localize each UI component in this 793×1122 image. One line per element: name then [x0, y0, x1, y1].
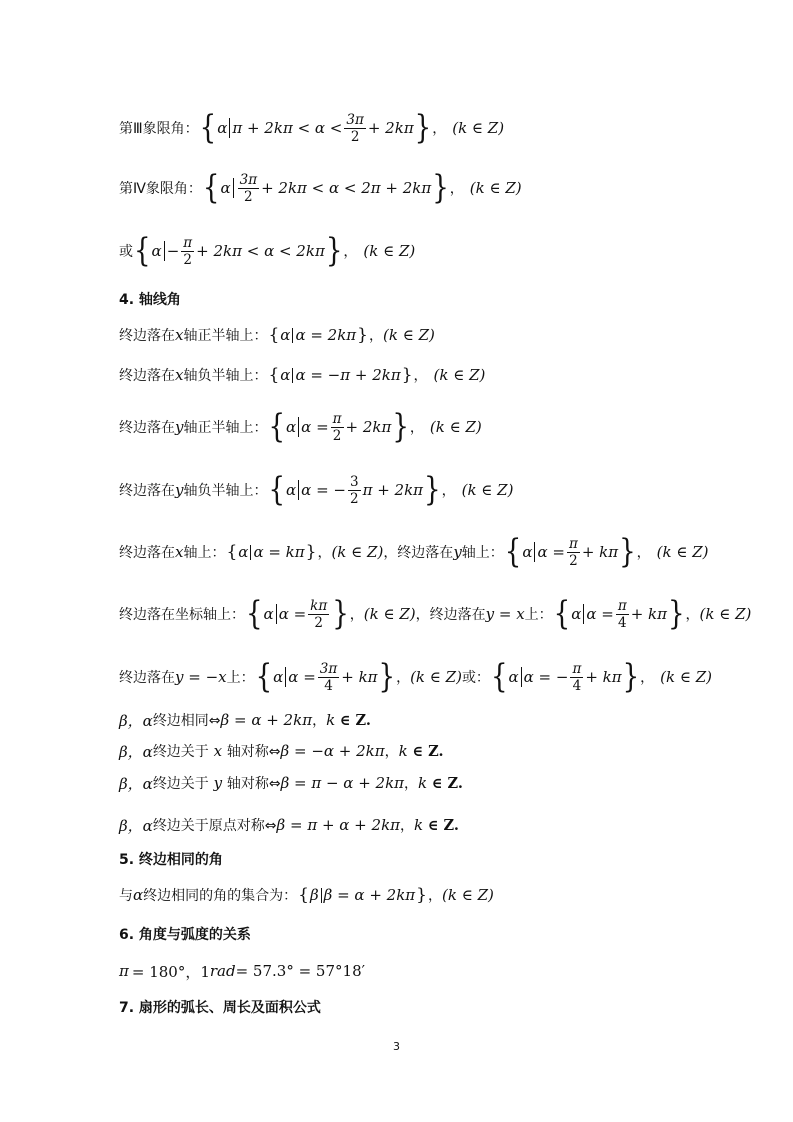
label-suffix: 上： — [226, 670, 255, 686]
q3-set-lhs: α — [217, 119, 228, 137]
set-rhs: + kπ — [341, 668, 378, 686]
q3-label: 第Ⅲ象限角： — [119, 121, 199, 137]
close-brace: } — [332, 595, 349, 633]
rel-same-line — [119, 705, 371, 735]
comma: ， — [432, 121, 447, 137]
three-over-two: $\frac{3}{2}$ — [349, 473, 359, 507]
q4alt-set-lhs: α — [151, 242, 162, 260]
k-in-z: (k ∈ Z) — [461, 481, 514, 499]
set-bar — [534, 542, 535, 562]
label-suffix: 轴负半轴上： — [183, 483, 268, 499]
q4-line — [119, 169, 522, 207]
k-in-z: (k ∈ Z) — [363, 242, 416, 260]
section-5-heading: 5. 终边相同的角 — [119, 852, 223, 868]
alpha-eq: α = — [301, 418, 329, 436]
label-prefix: 终边落在 — [119, 483, 175, 499]
close-brace: } — [668, 595, 685, 633]
label-suffix: 轴负半轴上： — [183, 368, 268, 384]
x-y-axis-line — [119, 533, 709, 571]
pi-over-two: $\frac{\pi}{2}$ — [332, 410, 342, 444]
k-in-z: (k ∈ Z) — [363, 605, 416, 623]
close-brace: } — [325, 232, 343, 270]
alpha-eq: α = — [586, 605, 614, 623]
set-bar — [164, 241, 165, 261]
set-bar — [233, 178, 234, 198]
label-suffix-2: 轴上： — [461, 545, 504, 561]
rel-formula: β = π − α + 2kπ — [280, 774, 405, 792]
label-prefix: 终边落在 — [119, 420, 175, 436]
k-in-z: (k ∈ Z) — [331, 543, 384, 561]
set-rhs: β = α + 2kπ — [323, 886, 416, 904]
rel-y-line — [119, 768, 463, 798]
var-y: y — [175, 418, 184, 436]
set-rhs: π + 2kπ — [362, 481, 424, 499]
var-x: x — [175, 543, 184, 561]
label-suffix-2: 上： — [524, 607, 553, 623]
set-rhs: α = −π + 2kπ — [295, 366, 401, 384]
k-in-z: (k ∈ Z) — [469, 179, 522, 197]
rel-x-line — [119, 736, 444, 766]
open-brace: { — [202, 169, 220, 207]
comma: ， — [636, 545, 651, 561]
set-bar — [229, 118, 230, 138]
close-brace: } — [432, 169, 449, 207]
y-pos-line — [119, 408, 482, 446]
comma: ， — [449, 181, 464, 197]
in-z-bold: ∈ Z. — [431, 774, 463, 792]
q4-ineq: + 2kπ < α < 2π + 2kπ — [261, 179, 432, 197]
open-brace: { — [268, 471, 286, 509]
rel-label: 终边关于 — [152, 776, 209, 792]
label-suffix: 轴正半轴上： — [183, 420, 268, 436]
set-bar — [276, 604, 277, 624]
rel-label-2: 轴对称⇔ — [226, 776, 281, 792]
rel-label: 终边相同⇔ — [152, 713, 221, 729]
section-7-heading: 7. 扇形的弧长、周长及面积公式 — [119, 1000, 321, 1016]
alpha-eq: α = — [278, 605, 307, 623]
open-brace: { — [199, 109, 217, 147]
open-brace: { — [268, 408, 286, 446]
comma: ， — [441, 483, 456, 499]
k-in-z: (k ∈ Z) — [383, 326, 435, 344]
rel-origin-line — [119, 810, 459, 840]
comma: ， — [427, 888, 442, 904]
beta-alpha: β，α — [119, 774, 153, 793]
comma: ， — [396, 670, 411, 686]
open-brace: { — [246, 595, 263, 633]
set-lhs: α — [280, 366, 291, 384]
set-rhs: α = kπ — [253, 543, 305, 561]
label-suffix: 轴正半轴上： — [183, 328, 268, 344]
comma: ， — [404, 776, 419, 792]
open-brace: { — [298, 885, 309, 905]
rel-formula: β = π + α + 2kπ — [276, 816, 401, 834]
y-eq-neg-x: y = −x — [175, 668, 227, 686]
alpha-var: α — [133, 886, 144, 904]
close-brace: } — [305, 542, 317, 562]
pi-symbol: π — [119, 962, 129, 980]
beta-alpha: β，α — [119, 816, 153, 835]
open-brace: { — [268, 325, 280, 345]
open-brace: { — [134, 232, 151, 270]
set-bar — [521, 667, 522, 687]
beta-alpha: β，α — [119, 711, 153, 730]
set-lhs: β — [309, 886, 319, 904]
close-brace: } — [416, 885, 427, 905]
set-bar — [321, 888, 322, 903]
close-brace: } — [622, 658, 640, 696]
rel-formula: β = α + 2kπ — [220, 711, 313, 729]
k-in-z: (k ∈ Z) — [433, 366, 486, 384]
beta-alpha: β，α — [119, 742, 153, 761]
in-z-bold: ∈ Z. — [339, 711, 371, 729]
set-rhs-2: + kπ — [581, 543, 619, 561]
close-brace: } — [392, 408, 409, 446]
set-lhs: α — [273, 668, 284, 686]
label-prefix: 与 — [119, 888, 133, 904]
alpha-eq: α = − — [523, 668, 569, 686]
three-pi-over-two: $\frac{3\pi}{2}$ — [239, 171, 258, 205]
open-brace: { — [226, 542, 238, 562]
label-prefix: 终边落在 — [119, 328, 175, 344]
comma: ， — [640, 670, 655, 686]
in-z-bold: ∈ Z. — [427, 816, 459, 834]
set-lhs-2: α — [522, 543, 533, 561]
set-bar — [298, 417, 299, 437]
comma: ， — [317, 545, 332, 561]
set-lhs: α — [238, 543, 249, 561]
comma: ， — [349, 607, 364, 623]
label-prefix-2: ，终边落在 — [415, 607, 486, 623]
open-brace: { — [268, 365, 280, 385]
label-prefix: 终边落在坐标轴上： — [119, 607, 245, 623]
open-brace: { — [490, 658, 508, 696]
label-prefix-2: ，终边落在 — [383, 545, 454, 561]
label-prefix: 终边落在 — [119, 368, 175, 384]
set-bar — [583, 604, 584, 624]
open-brace: { — [504, 533, 522, 571]
close-brace: } — [357, 325, 368, 345]
var-x: x — [208, 742, 227, 760]
x-neg-line — [119, 360, 485, 390]
q3-ineq-a: π + 2kπ < α < — [232, 119, 343, 137]
three-pi-over-four: $\frac{3\pi}{4}$ — [319, 660, 338, 694]
q3-ineq-b: + 2kπ — [367, 119, 414, 137]
alpha-eq: α = — [288, 668, 316, 686]
k-in-z: (k ∈ Z) — [452, 119, 505, 137]
set-rhs: α = 2kπ — [295, 326, 357, 344]
q4-alt-line — [119, 232, 416, 270]
rel-label: 终边关于原点对称⇔ — [152, 818, 277, 834]
section-6-heading: 6. 角度与弧度的关系 — [119, 927, 251, 943]
k-in-z: (k ∈ Z) — [660, 668, 713, 686]
comma: ， — [400, 818, 415, 834]
comma: ， — [685, 607, 700, 623]
close-brace: } — [401, 365, 413, 385]
conversion-line — [119, 956, 365, 986]
pi-over-four: $\frac{\pi}{4}$ — [572, 660, 582, 694]
k-pi-over-two: $\frac{k\pi}{2}$ — [310, 597, 328, 631]
k-in-z: (k ∈ Z) — [410, 668, 462, 686]
label-prefix: 终边落在 — [119, 545, 175, 561]
close-brace: } — [378, 658, 396, 696]
x-pos-line — [119, 320, 435, 350]
var-y: y — [175, 481, 184, 499]
k-var: k — [398, 742, 408, 760]
y-neg-line — [119, 471, 514, 509]
var-y: y — [453, 543, 462, 561]
set-lhs: α — [280, 326, 291, 344]
rad-label: rad — [209, 962, 236, 980]
comma: ， — [312, 713, 327, 729]
set-lhs-2: α — [508, 668, 519, 686]
rel-label-2: 轴对称⇔ — [226, 744, 281, 760]
k-in-z: (k ∈ Z) — [699, 605, 752, 623]
var-x: x — [175, 366, 184, 384]
open-brace: { — [255, 658, 273, 696]
label-suffix: 终边相同的角的集合为： — [143, 888, 298, 904]
alpha-eq: α = − — [301, 481, 346, 499]
or-label: 或： — [461, 670, 490, 686]
y-neg-x-line — [119, 658, 713, 696]
q4alt-ineq: + 2kπ < α < 2kπ — [196, 242, 325, 260]
pi-over-four: $\frac{\pi}{4}$ — [617, 597, 627, 631]
section-4-heading: 4. 轴线角 — [119, 292, 181, 308]
close-brace: } — [414, 109, 432, 147]
comma: ， — [343, 244, 358, 260]
comma: ， — [409, 420, 424, 436]
pi-over-two: $\frac{\pi}{2}$ — [568, 535, 578, 569]
set-bar — [292, 328, 293, 343]
close-brace: } — [619, 533, 636, 571]
k-in-z: (k ∈ Z) — [441, 886, 494, 904]
q4-set-lhs: α — [220, 179, 231, 197]
q3-line — [119, 109, 505, 147]
pi-over-two: $\frac{\pi}{2}$ — [183, 234, 193, 268]
set-lhs: α — [263, 605, 274, 623]
set-bar — [298, 480, 299, 500]
close-brace: } — [424, 471, 441, 509]
set-rhs: + 2kπ — [345, 418, 392, 436]
label-prefix: 终边落在 — [119, 670, 175, 686]
open-brace: { — [553, 595, 571, 633]
var-x: x — [175, 326, 184, 344]
set-bar — [285, 667, 286, 687]
page-number: 3 — [393, 1040, 400, 1053]
or-label: 或 — [119, 244, 133, 260]
set-lhs-2: α — [571, 605, 582, 623]
label-suffix: 轴上： — [183, 545, 226, 561]
pi-eq: = 180°，1 — [131, 962, 210, 981]
comma: ， — [369, 328, 383, 344]
set-rhs-2: + kπ — [585, 668, 622, 686]
q4-label: 第Ⅳ象限角： — [119, 181, 202, 197]
k-in-z: (k ∈ Z) — [429, 418, 482, 436]
same-angle-line — [119, 880, 494, 910]
k-var: k — [414, 816, 424, 834]
k-var: k — [326, 711, 336, 729]
rel-label: 终边关于 — [152, 744, 209, 760]
rad-eq: = 57.3° = 57°18′ — [235, 962, 366, 980]
set-bar — [292, 368, 293, 383]
k-in-z: (k ∈ Z) — [656, 543, 709, 561]
alpha-eq: α = — [537, 543, 565, 561]
var-y: y — [208, 774, 227, 792]
rel-formula: β = −α + 2kπ — [280, 742, 385, 760]
set-bar — [250, 545, 251, 560]
in-z-bold: ∈ Z. — [412, 742, 444, 760]
set-rhs-2: + kπ — [630, 605, 667, 623]
three-pi-over-two: $\frac{3\pi}{2}$ — [346, 111, 364, 145]
set-lhs: α — [286, 418, 297, 436]
y-eq-x: y = x — [485, 605, 525, 623]
minus-sign: − — [166, 242, 180, 260]
coord-line — [119, 595, 752, 633]
k-var: k — [418, 774, 428, 792]
comma: ， — [384, 744, 399, 760]
set-lhs: α — [286, 481, 297, 499]
comma: ， — [413, 368, 428, 384]
